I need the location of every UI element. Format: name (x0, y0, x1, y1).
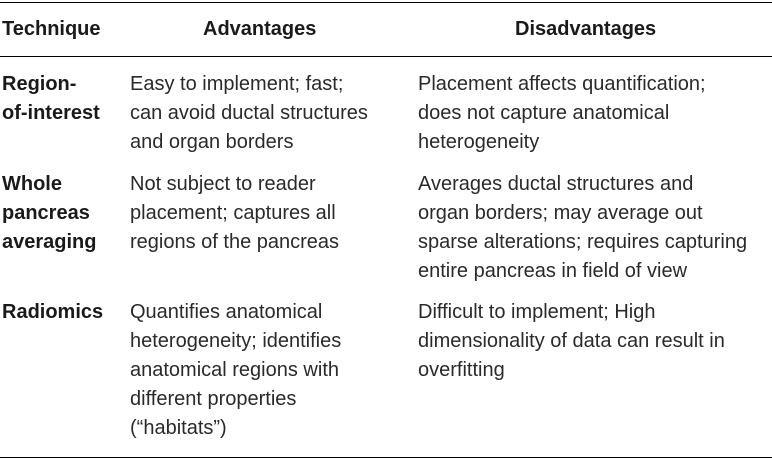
advantages-line: Quantifies anatomical (130, 301, 323, 323)
advantages-line: different properties (130, 388, 297, 410)
header-disadvantages: Disadvantages (515, 18, 657, 40)
disadvantages-line: dimensionality of data can result in (418, 330, 725, 352)
disadvantages-cell (418, 170, 747, 286)
disadvantages-line: Placement affects quantification; (418, 73, 706, 95)
header-divider-rule (0, 56, 772, 57)
technique-line: Radiomics (2, 301, 104, 323)
disadvantages-line: organ borders; may average out (418, 202, 703, 224)
technique-cell (2, 170, 96, 257)
technique-line: of-interest (2, 102, 100, 124)
advantages-line: can avoid ductal structures (130, 102, 368, 124)
advantages-cell (130, 170, 339, 257)
disadvantages-line: Averages ductal structures and (418, 173, 694, 195)
disadvantages-line: does not capture anatomical (418, 102, 670, 124)
advantages-line: and organ borders (130, 131, 294, 153)
disadvantages-line: sparse alterations; requires capturing (418, 231, 748, 253)
table-bottom-rule (0, 457, 772, 458)
disadvantages-line: overfitting (418, 359, 505, 381)
technique-line: pancreas (2, 202, 90, 224)
advantages-cell (130, 70, 368, 157)
disadvantages-line: heterogeneity (418, 131, 540, 153)
advantages-line: Easy to implement; fast; (130, 73, 344, 95)
table-top-rule (0, 2, 772, 3)
disadvantages-line: Difficult to implement; High (418, 301, 656, 323)
advantages-line: regions of the pancreas (130, 231, 340, 253)
technique-line: averaging (2, 231, 97, 253)
advantages-line: heterogeneity; identifies (130, 330, 342, 352)
advantages-line: (“habitats”) (130, 417, 227, 439)
technique-line: Whole (2, 173, 62, 195)
disadvantages-line: entire pancreas in field of view (418, 260, 688, 282)
technique-line: Region- (2, 73, 77, 95)
technique-cell (2, 70, 100, 128)
technique-cell (2, 298, 103, 327)
header-advantages: Advantages (203, 18, 317, 40)
advantages-line: placement; captures all (130, 202, 336, 224)
advantages-line: Not subject to reader (130, 173, 316, 195)
disadvantages-cell (418, 70, 706, 157)
advantages-cell (130, 298, 341, 443)
header-technique: Technique (2, 18, 101, 40)
advantages-line: anatomical regions with (130, 359, 339, 381)
disadvantages-cell (418, 298, 725, 385)
